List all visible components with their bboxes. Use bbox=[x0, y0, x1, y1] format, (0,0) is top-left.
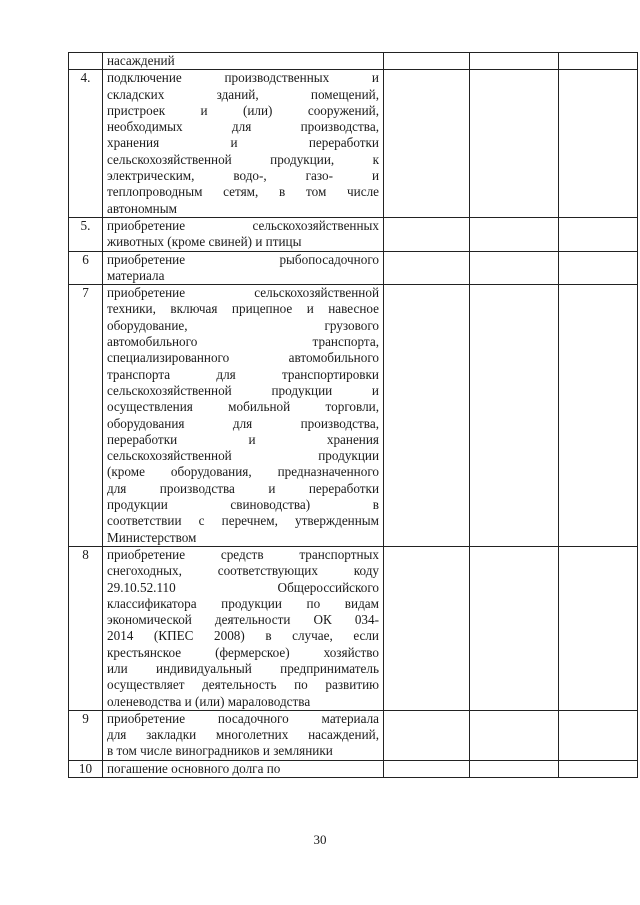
item-description bbox=[103, 285, 384, 547]
description-line: автомобильного транспорта, bbox=[107, 334, 379, 350]
description-line: животных (кроме свиней) и птицы bbox=[107, 234, 302, 250]
row-number bbox=[69, 53, 103, 70]
empty-cell bbox=[559, 546, 638, 710]
description-line: приобретение посадочного материала bbox=[107, 710, 379, 726]
description-line: сельскохозяйственной продукции bbox=[107, 448, 379, 464]
empty-cell bbox=[559, 710, 638, 760]
description-line: погашение основного долга по bbox=[107, 760, 281, 776]
item-description bbox=[103, 710, 384, 760]
item-description bbox=[103, 251, 384, 285]
description-line: материала bbox=[107, 267, 165, 283]
description-line: приобретение рыбопосадочного bbox=[107, 251, 379, 267]
table-row bbox=[69, 251, 638, 285]
empty-cell bbox=[559, 53, 638, 70]
empty-cell bbox=[559, 70, 638, 218]
empty-cell bbox=[384, 760, 470, 777]
empty-cell bbox=[559, 251, 638, 285]
empty-cell bbox=[559, 217, 638, 251]
description-line: подключение производственных и bbox=[107, 70, 379, 86]
empty-cell bbox=[384, 53, 470, 70]
description-line: оборудования для производства, bbox=[107, 415, 379, 431]
description-line: хранения и переработки bbox=[107, 135, 379, 151]
item-description bbox=[103, 217, 384, 251]
row-number: 9 bbox=[69, 710, 103, 760]
empty-cell bbox=[384, 546, 470, 710]
description-line: приобретение сельскохозяйственной bbox=[107, 285, 379, 301]
row-number: 6 bbox=[69, 251, 103, 285]
description-line: или индивидуальный предприниматель bbox=[107, 660, 379, 676]
description-line: насаждений bbox=[107, 53, 175, 68]
description-line: сельскохозяйственной продукции и bbox=[107, 382, 379, 398]
empty-cell bbox=[559, 285, 638, 547]
item-description bbox=[103, 546, 384, 710]
description-line: сельскохозяйственной продукции, к bbox=[107, 151, 379, 167]
row-number: 7 bbox=[69, 285, 103, 547]
description-line: автономным bbox=[107, 200, 177, 216]
description-line: техники, включая прицепное и навесное bbox=[107, 301, 379, 317]
description-line: 2014 (КПЕС 2008) в случае, если bbox=[107, 628, 379, 644]
description-line: осуществляет деятельность по развитию bbox=[107, 677, 379, 693]
description-line: снегоходных, соответствующих коду bbox=[107, 563, 379, 579]
row-number: 5. bbox=[69, 217, 103, 251]
empty-cell bbox=[559, 760, 638, 777]
table-row bbox=[69, 53, 638, 70]
description-line: оленеводства и (или) мараловодства bbox=[107, 693, 311, 709]
table-row bbox=[69, 217, 638, 251]
empty-cell bbox=[470, 285, 559, 547]
description-line: осуществления мобильной торговли, bbox=[107, 399, 379, 415]
description-line: 29.10.52.110 Общероссийского bbox=[107, 579, 379, 595]
description-line: крестьянское (фермерское) хозяйство bbox=[107, 644, 379, 660]
item-description bbox=[103, 70, 384, 218]
description-line: оборудование, грузового bbox=[107, 317, 379, 333]
description-line: приобретение средств транспортных bbox=[107, 546, 379, 562]
description-line: приобретение сельскохозяйственных bbox=[107, 217, 379, 233]
row-number: 8 bbox=[69, 546, 103, 710]
empty-cell bbox=[470, 53, 559, 70]
document-table bbox=[68, 52, 638, 778]
empty-cell bbox=[470, 251, 559, 285]
empty-cell bbox=[470, 546, 559, 710]
row-number: 4. bbox=[69, 70, 103, 218]
empty-cell bbox=[384, 217, 470, 251]
description-line: Министерством bbox=[107, 529, 197, 545]
item-description bbox=[103, 760, 384, 777]
description-line: экономической деятельности ОК 034- bbox=[107, 612, 379, 628]
table-row bbox=[69, 285, 638, 547]
empty-cell bbox=[384, 70, 470, 218]
empty-cell bbox=[384, 710, 470, 760]
description-line: специализированного автомобильного bbox=[107, 350, 379, 366]
description-line: электрическим, водо-, газо- и bbox=[107, 168, 379, 184]
empty-cell bbox=[470, 70, 559, 218]
empty-cell bbox=[384, 285, 470, 547]
description-line: классификатора продукции по видам bbox=[107, 595, 379, 611]
description-line: в том числе виноградников и земляники bbox=[107, 743, 333, 759]
description-line: необходимых для производства, bbox=[107, 119, 379, 135]
description-line: для производства и переработки bbox=[107, 480, 379, 496]
empty-cell bbox=[470, 710, 559, 760]
description-line: переработки и хранения bbox=[107, 431, 379, 447]
description-line: транспорта для транспортировки bbox=[107, 366, 379, 382]
table-row bbox=[69, 760, 638, 777]
empty-cell bbox=[470, 217, 559, 251]
description-line: соответствии с перечнем, утвержденным bbox=[107, 513, 379, 529]
description-line: продукции свиноводства) в bbox=[107, 497, 379, 513]
item-description bbox=[103, 53, 384, 70]
table-row bbox=[69, 710, 638, 760]
page-number: 30 bbox=[313, 832, 327, 847]
row-number: 10 bbox=[69, 760, 103, 777]
description-line: теплопроводным сетям, в том числе bbox=[107, 184, 379, 200]
table-row bbox=[69, 546, 638, 710]
description-line: пристроек и (или) сооружений, bbox=[107, 102, 379, 118]
table-row bbox=[69, 70, 638, 218]
empty-cell bbox=[384, 251, 470, 285]
description-line: складских зданий, помещений, bbox=[107, 86, 379, 102]
empty-cell bbox=[470, 760, 559, 777]
description-line: (кроме оборудования, предназначенного bbox=[107, 464, 379, 480]
description-line: для закладки многолетних насаждений, bbox=[107, 727, 379, 743]
